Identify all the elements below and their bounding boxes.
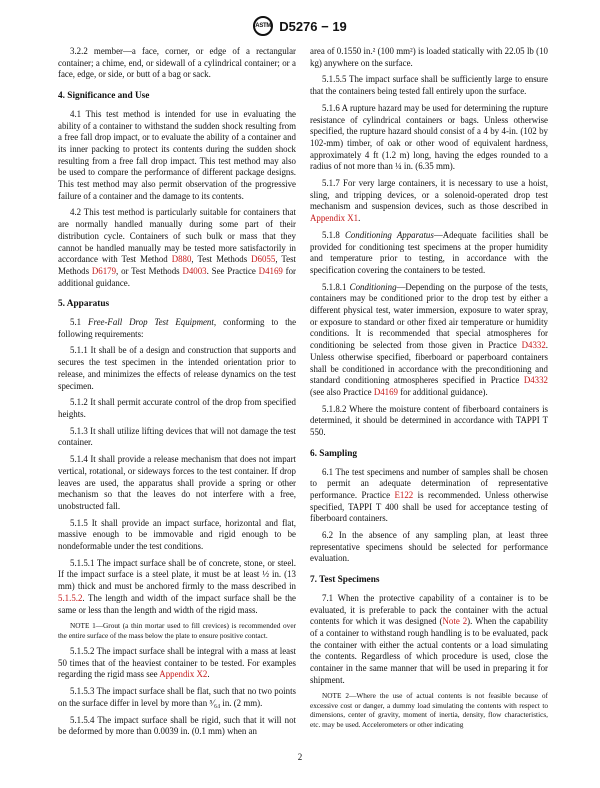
ref-note-2-link[interactable]: Note 2 [442,616,468,627]
section-5-1-3: 5.1.3 It shall utilize lifting devices that will not damage the test container. [58,425,296,448]
note-2: NOTE 2—Where the use of actual contents is not feasible because of excessive cost or danger, a dummy load simulating the contents with respect to dimensions, center of gravity, moment of inertia, density, flow characteristics, etc. may be used. Accelerometers or other indicating [310,691,548,729]
ref-appendix-x1-link[interactable]: Appendix X1 [310,213,359,224]
section-5-1-5: 5.1.5 It shall provide an impact surface, horizontal and flat, massive enough to be immovable and rigid enough to be nondeformable under the test conditions. [58,517,296,552]
ref-d4169-link[interactable]: D4169 [258,265,283,276]
ref-d6179-link[interactable]: D6179 [91,265,117,276]
ref-appendix-x2-link[interactable]: Appendix X2 [159,669,208,680]
right-column [310,46,548,735]
section-4-2: 4.2 This test method is particularly suitable for containers that are normally handled manually during some part of their distribution cycle. Containers of such bulk or mass that they cannot be handled manually may be tested more satisfactorily in accordance with Test Method D880, Test Methods D6055, Test Methods D6179, or Test Methods D4003. See Practice D4169 for additional guidance. [58,207,297,288]
page-number: 2 [297,752,303,762]
standard-designation: D5276 − 19 [279,18,347,34]
section-5-1-8: 5.1.8 Conditioning Apparatus—Adequate facilities shall be provided for conditioning test specimens at the proper humidity and temperature prior to testing, in accordance with the specification covering the containers to be tested. [310,229,549,275]
astm-logo-icon: ASTM [253,16,273,36]
section-5-1-5-2: 5.1.5.2 The impact surface shall be integral with a mass at least 50 times that of the heaviest container to be tested. For examples regarding the rigid mass see Appendix X2. [58,646,296,680]
section-5-1-5-5: 5.1.5.5 The impact surface shall be sufficiently large to ensure that the containers being tested fall entirely upon the surface. [310,74,548,97]
heading-test-specimens: 7. Test Specimens [310,575,380,586]
ref-d4332-link-2[interactable]: D4332 [523,375,548,386]
ref-d4332-link[interactable]: D4332 [521,340,546,351]
section-3-2-2: 3.2.2 member—a face, corner, or edge of a rectangular container; a chime, end, or sidewall of a cylindrical container; or a face, edge, or side, or butt of a bag or sack. [58,46,296,80]
section-5-1-5-3: 5.1.5.3 The impact surface shall be flat, such that no two points on the surface differ in level by more than ⁵⁄₆₄ in. (2 mm). [58,686,296,708]
section-5-1-1: 5.1.1 It shall be of a design and construction that supports and secures the test specimen in the intended orientation prior to release, and minimizes the effects of release dynamics on the test specimen. [58,345,296,391]
left-column [58,46,296,743]
section-5-1-8-1: 5.1.8.1 Conditioning—Depending on the purpose of the tests, containers may be conditioned prior to the drop test by either a different physical test, water immersion, exposure to water spray, or exposure to standard or other fixed air temperature or humidity conditions. It is recommended that special atmospheres for conditioning be selected from those given in Practice D4332. Unless otherwise specified, fiberboard or paperboard containers shall be conditioned in accordance with the preconditioning and standard conditioning atmospheres specified in Practice D4332 (see also Practice D4169 for additional guidance). [310,281,548,397]
section-5-1: 5.1 Free-Fall Drop Test Equipment, conforming to the following requirements: [58,317,297,339]
ref-5-1-5-2-link[interactable]: 5.1.5.2 [58,592,83,603]
heading-significance: 4. Significance and Use [58,91,150,102]
ref-e122-link[interactable]: E122 [394,489,414,500]
section-5-1-6: 5.1.6 A rupture hazard may be used for determining the rupture resistance of cylindrical containers or bags. Unless otherwise specified, the rupture hazard should consist of a 4 by 4-in. (102 by 102-mm) timber, of oak or other wood of equivalent hardness, approximately 4 ft (1.2 m) long, having the edges rounded to a radius of not more than ¼ in. (6.35 mm). [310,102,548,172]
ref-d4169-link-2[interactable]: D4169 [373,386,398,397]
note-1: NOTE 1—Grout (a thin mortar used to fill crevices) is recommended over the entire surface of the mass below the plate to ensure positive contact. [58,621,296,640]
page-header [0,14,600,38]
section-5-1-4: 5.1.4 It shall provide a release mechanism that does not impart vertical, rotational, or sideways forces to the test container. If drop leaves are used, the apparatus shall provide a spring or other mechanism so that the leaves do not interfere with a free, unobstructed fall. [58,454,296,511]
section-5-1-2: 5.1.2 It shall permit accurate control of the drop from specified heights. [58,397,296,419]
heading-sampling: 6. Sampling [310,448,358,459]
section-5-1-5-4-continued: area of 0.1550 in.² (100 mm²) is loaded statically with 22.05 lb (10 kg) anywhere on the surface. [310,46,548,68]
section-5-1-8-2: 5.1.8.2 Where the moisture content of fiberboard containers is determined, it should be determined in accordance with TAPPI T 550. [310,403,548,438]
ref-d880-link[interactable]: D880 [171,254,192,265]
ref-d4003-link[interactable]: D4003 [182,265,207,276]
section-4-1: 4.1 This test method is intended for use in evaluating the ability of a container to withstand the sudden shock resulting from a free fall drop impact, or to evaluate the ability of a container and its inner packing to protect its contents during the sudden shock resulting from a free fall drop impact. This test method may also be used to compare the performance of different package designs. This test method may also permit observation of the progressive failure of a container and the damage to its contents. [58,108,296,201]
section-7-1: 7.1 When the protective capability of a container is to be evaluated, it is preferable to pack the container with the actual contents for which it was designed (Note 2). When the capability of a container to withstand rough handling is to be evaluated, pack the container with either the actual contents or a load simulating the contents. Regardless of which procedure is used, close the container in the same manner that will be used in preparing it for shipment. [310,592,548,685]
heading-apparatus: 5. Apparatus [58,299,110,310]
section-5-1-5-4: 5.1.5.4 The impact surface shall be rigid, such that it will not be deformed by more than 0.0039 in. (0.1 mm) when an [58,714,296,737]
section-5-1-7: 5.1.7 For very large containers, it is necessary to use a hoist, sling, and tripping devices, or a solenoid-operated drop test mechanism and suspension devices, such as those described in Appendix X1. [310,178,548,224]
section-5-1-5-1: 5.1.5.1 The impact surface shall be of concrete, stone, or steel. If the impact surface is a steel plate, it must be at least ½ in. (13 mm) thick and must be anchored firmly to the mass described in 5.1.5.2. The length and width of the impact surface shall be the same or less than the length and width of the rigid mass. [58,557,296,615]
ref-d6055-link[interactable]: D6055 [251,254,276,265]
section-6-1: 6.1 The test specimens and number of samples shall be chosen to permit an adequate determination of representative performance. Practice E122 is recommended. Unless otherwise specified, TAPPI T 400 shall be used for acceptance testing of fiberboard containers. [310,466,549,524]
section-6-2: 6.2 In the absence of any sampling plan, at least three representative specimens should be selected for performance evaluation. [310,530,548,564]
